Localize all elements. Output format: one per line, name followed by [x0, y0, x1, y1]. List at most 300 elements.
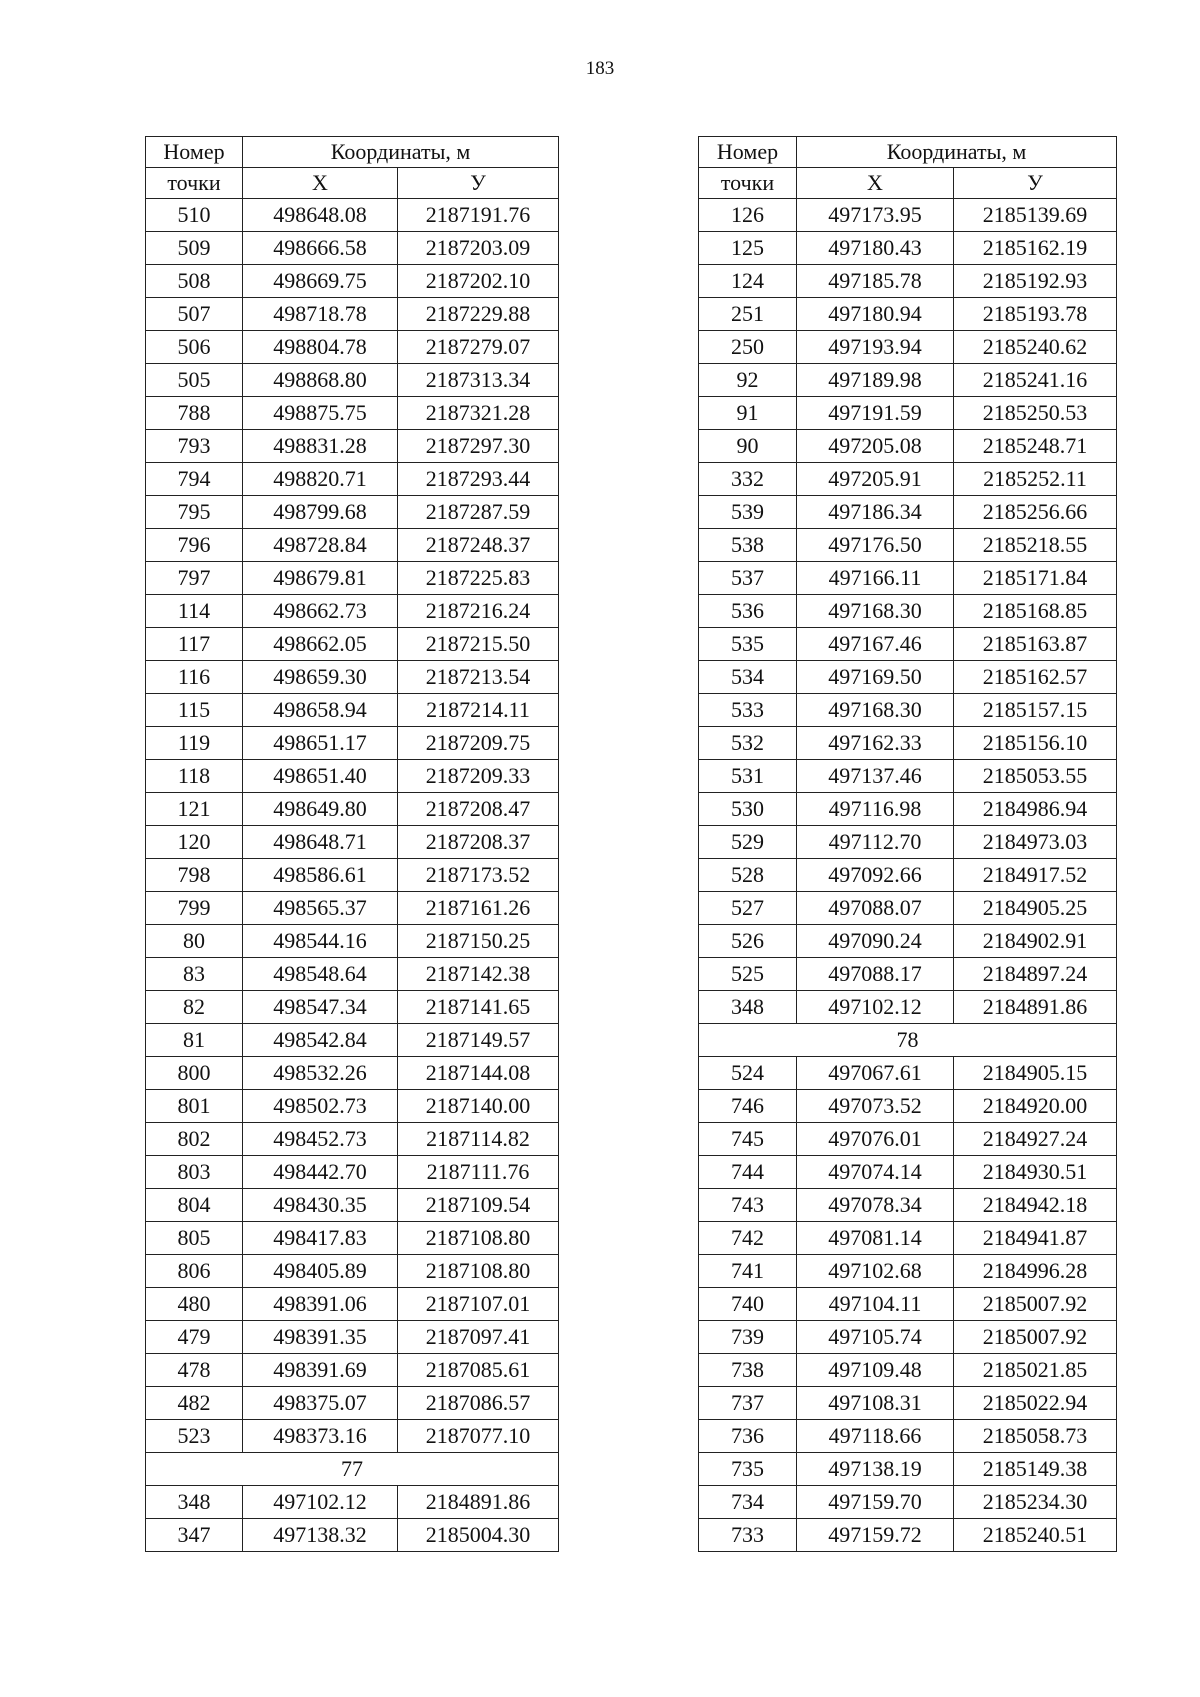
table-row — [699, 628, 1117, 661]
x-coordinate-cell: 498391.06 — [243, 1288, 398, 1321]
point-number-cell: 794 — [146, 463, 243, 496]
point-number-cell: 798 — [146, 859, 243, 892]
point-number-cell: 480 — [146, 1288, 243, 1321]
point-number-cell: 733 — [699, 1519, 797, 1552]
table-row — [146, 1024, 559, 1057]
point-number-cell: 348 — [146, 1486, 243, 1519]
y-coordinate-cell: 2187114.82 — [398, 1123, 559, 1156]
point-number-cell: 91 — [699, 397, 797, 430]
table-row — [146, 760, 559, 793]
y-coordinate-cell: 2184897.24 — [954, 958, 1117, 991]
x-column-header: Х — [243, 168, 398, 199]
y-coordinate-cell: 2185163.87 — [954, 628, 1117, 661]
point-number-cell: 537 — [699, 562, 797, 595]
point-number-cell: 524 — [699, 1057, 797, 1090]
x-coordinate-cell: 498442.70 — [243, 1156, 398, 1189]
point-number-cell: 120 — [146, 826, 243, 859]
table-row — [699, 1090, 1117, 1123]
y-coordinate-cell: 2184920.00 — [954, 1090, 1117, 1123]
table-row — [699, 1156, 1117, 1189]
x-coordinate-cell: 497189.98 — [797, 364, 954, 397]
y-coordinate-cell: 2187293.44 — [398, 463, 559, 496]
point-number-cell: 802 — [146, 1123, 243, 1156]
point-number-cell: 83 — [146, 958, 243, 991]
y-coordinate-cell: 2185022.94 — [954, 1387, 1117, 1420]
x-coordinate-cell: 498544.16 — [243, 925, 398, 958]
y-coordinate-cell: 2187214.11 — [398, 694, 559, 727]
point-number-header: Номер — [146, 137, 243, 168]
table-left-body — [146, 137, 559, 1552]
x-coordinate-cell: 498391.69 — [243, 1354, 398, 1387]
table-row — [146, 1519, 559, 1552]
table-row — [146, 232, 559, 265]
y-coordinate-cell: 2187077.10 — [398, 1420, 559, 1453]
y-coordinate-cell: 2187216.24 — [398, 595, 559, 628]
x-coordinate-cell: 497185.78 — [797, 265, 954, 298]
y-coordinate-cell: 2187225.83 — [398, 562, 559, 595]
point-number-cell: 800 — [146, 1057, 243, 1090]
x-coordinate-cell: 497180.94 — [797, 298, 954, 331]
y-coordinate-cell: 2185218.55 — [954, 529, 1117, 562]
y-coordinate-cell: 2187097.41 — [398, 1321, 559, 1354]
x-coordinate-cell: 497090.24 — [797, 925, 954, 958]
y-coordinate-cell: 2187321.28 — [398, 397, 559, 430]
y-coordinate-cell: 2185004.30 — [398, 1519, 559, 1552]
table-row — [699, 859, 1117, 892]
table-row — [699, 496, 1117, 529]
point-number-cell: 803 — [146, 1156, 243, 1189]
section-number: 77 — [146, 1453, 559, 1486]
table-row — [699, 958, 1117, 991]
section-row — [699, 1024, 1117, 1057]
x-coordinate-cell: 497105.74 — [797, 1321, 954, 1354]
table-row — [146, 1156, 559, 1189]
y-coordinate-cell: 2184930.51 — [954, 1156, 1117, 1189]
point-number-cell: 740 — [699, 1288, 797, 1321]
point-number-cell: 533 — [699, 694, 797, 727]
table-row — [146, 496, 559, 529]
y-coordinate-cell: 2184996.28 — [954, 1255, 1117, 1288]
y-coordinate-cell: 2187313.34 — [398, 364, 559, 397]
x-coordinate-cell: 498728.84 — [243, 529, 398, 562]
point-number-cell: 742 — [699, 1222, 797, 1255]
y-coordinate-cell: 2185139.69 — [954, 199, 1117, 232]
table-row — [146, 694, 559, 727]
table-row — [146, 1288, 559, 1321]
x-coordinate-cell: 498662.05 — [243, 628, 398, 661]
table-row — [699, 925, 1117, 958]
x-coordinate-cell: 498651.17 — [243, 727, 398, 760]
x-coordinate-cell: 498669.75 — [243, 265, 398, 298]
y-coordinate-cell: 2185157.15 — [954, 694, 1117, 727]
y-coordinate-cell: 2187149.57 — [398, 1024, 559, 1057]
y-coordinate-cell: 2187141.65 — [398, 991, 559, 1024]
x-coordinate-cell: 498651.40 — [243, 760, 398, 793]
point-number-cell: 796 — [146, 529, 243, 562]
y-coordinate-cell: 2187161.26 — [398, 892, 559, 925]
point-number-cell: 121 — [146, 793, 243, 826]
point-number-cell: 738 — [699, 1354, 797, 1387]
x-coordinate-cell: 498666.58 — [243, 232, 398, 265]
table-row — [146, 430, 559, 463]
table-row — [146, 463, 559, 496]
point-number-cell: 126 — [699, 199, 797, 232]
x-column-header: Х — [797, 168, 954, 199]
y-coordinate-cell: 2184905.15 — [954, 1057, 1117, 1090]
table-row — [699, 232, 1117, 265]
table-row — [146, 727, 559, 760]
x-coordinate-cell: 497073.52 — [797, 1090, 954, 1123]
section-number: 78 — [699, 1024, 1117, 1057]
x-coordinate-cell: 497088.07 — [797, 892, 954, 925]
point-number-cell: 745 — [699, 1123, 797, 1156]
table-row — [699, 1288, 1117, 1321]
x-coordinate-cell: 497162.33 — [797, 727, 954, 760]
point-number-cell: 804 — [146, 1189, 243, 1222]
table-row — [699, 199, 1117, 232]
x-coordinate-cell: 497078.34 — [797, 1189, 954, 1222]
x-coordinate-cell: 497176.50 — [797, 529, 954, 562]
x-coordinate-cell: 497138.32 — [243, 1519, 398, 1552]
table-row — [699, 265, 1117, 298]
table-row — [699, 1387, 1117, 1420]
y-coordinate-cell: 2184927.24 — [954, 1123, 1117, 1156]
x-coordinate-cell: 498373.16 — [243, 1420, 398, 1453]
table-row — [699, 331, 1117, 364]
table-row — [146, 1255, 559, 1288]
y-coordinate-cell: 2187140.00 — [398, 1090, 559, 1123]
y-coordinate-cell: 2184973.03 — [954, 826, 1117, 859]
table-row — [146, 1057, 559, 1090]
y-coordinate-cell: 2185156.10 — [954, 727, 1117, 760]
point-number-cell: 788 — [146, 397, 243, 430]
table-row — [146, 661, 559, 694]
table-row — [699, 892, 1117, 925]
x-coordinate-cell: 498417.83 — [243, 1222, 398, 1255]
point-number-cell: 795 — [146, 496, 243, 529]
point-number-cell: 90 — [699, 430, 797, 463]
x-coordinate-cell: 498662.73 — [243, 595, 398, 628]
table-row — [699, 1189, 1117, 1222]
y-coordinate-cell: 2187150.25 — [398, 925, 559, 958]
x-coordinate-cell: 498391.35 — [243, 1321, 398, 1354]
y-column-header: У — [398, 168, 559, 199]
point-number-cell: 119 — [146, 727, 243, 760]
table-row — [146, 1486, 559, 1519]
y-coordinate-cell: 2185168.85 — [954, 595, 1117, 628]
y-coordinate-cell: 2185053.55 — [954, 760, 1117, 793]
x-coordinate-cell: 497102.12 — [797, 991, 954, 1024]
x-coordinate-cell: 498542.84 — [243, 1024, 398, 1057]
table-header-row — [699, 137, 1117, 168]
point-number-cell: 482 — [146, 1387, 243, 1420]
table-row — [699, 991, 1117, 1024]
table-row — [146, 1123, 559, 1156]
point-number-subheader: точки — [146, 168, 243, 199]
x-coordinate-cell: 498868.80 — [243, 364, 398, 397]
x-coordinate-cell: 497104.11 — [797, 1288, 954, 1321]
table-row — [699, 727, 1117, 760]
table-row — [146, 1090, 559, 1123]
point-number-cell: 116 — [146, 661, 243, 694]
y-coordinate-cell: 2185171.84 — [954, 562, 1117, 595]
y-coordinate-cell: 2185252.11 — [954, 463, 1117, 496]
y-coordinate-cell: 2184942.18 — [954, 1189, 1117, 1222]
point-number-cell: 80 — [146, 925, 243, 958]
table-row — [146, 364, 559, 397]
x-coordinate-cell: 498405.89 — [243, 1255, 398, 1288]
table-header-row — [146, 137, 559, 168]
point-number-header: Номер — [699, 137, 797, 168]
y-coordinate-cell: 2185193.78 — [954, 298, 1117, 331]
table-right-body — [699, 137, 1117, 1552]
point-number-cell: 479 — [146, 1321, 243, 1354]
point-number-cell: 82 — [146, 991, 243, 1024]
point-number-cell: 736 — [699, 1420, 797, 1453]
table-row — [146, 298, 559, 331]
y-coordinate-cell: 2187085.61 — [398, 1354, 559, 1387]
y-coordinate-cell: 2187108.80 — [398, 1222, 559, 1255]
point-number-cell: 743 — [699, 1189, 797, 1222]
y-coordinate-cell: 2187229.88 — [398, 298, 559, 331]
point-number-cell: 510 — [146, 199, 243, 232]
y-coordinate-cell: 2185241.16 — [954, 364, 1117, 397]
point-number-cell: 508 — [146, 265, 243, 298]
y-coordinate-cell: 2185162.19 — [954, 232, 1117, 265]
y-coordinate-cell: 2187208.37 — [398, 826, 559, 859]
point-number-cell: 806 — [146, 1255, 243, 1288]
y-coordinate-cell: 2184891.86 — [398, 1486, 559, 1519]
section-row — [146, 1453, 559, 1486]
point-number-cell: 739 — [699, 1321, 797, 1354]
x-coordinate-cell: 497173.95 — [797, 199, 954, 232]
point-number-cell: 114 — [146, 595, 243, 628]
x-coordinate-cell: 497108.31 — [797, 1387, 954, 1420]
y-coordinate-cell: 2187107.01 — [398, 1288, 559, 1321]
x-coordinate-cell: 497168.30 — [797, 595, 954, 628]
coordinates-header: Координаты, м — [243, 137, 559, 168]
x-coordinate-cell: 497166.11 — [797, 562, 954, 595]
table-row — [146, 1387, 559, 1420]
y-coordinate-cell: 2187297.30 — [398, 430, 559, 463]
table-row — [146, 562, 559, 595]
table-row — [146, 793, 559, 826]
point-number-cell: 797 — [146, 562, 243, 595]
point-number-cell: 793 — [146, 430, 243, 463]
table-row — [699, 364, 1117, 397]
page-number: 183 — [585, 58, 615, 79]
table-row — [699, 1354, 1117, 1387]
y-coordinate-cell: 2187173.52 — [398, 859, 559, 892]
x-coordinate-cell: 497074.14 — [797, 1156, 954, 1189]
point-number-cell: 347 — [146, 1519, 243, 1552]
point-number-cell: 117 — [146, 628, 243, 661]
point-number-cell: 529 — [699, 826, 797, 859]
point-number-cell: 744 — [699, 1156, 797, 1189]
table-row — [146, 826, 559, 859]
y-coordinate-cell: 2185240.62 — [954, 331, 1117, 364]
table-row — [699, 1321, 1117, 1354]
coordinates-table-right — [698, 136, 1117, 1552]
point-number-cell: 741 — [699, 1255, 797, 1288]
y-column-header: У — [954, 168, 1117, 199]
point-number-cell: 530 — [699, 793, 797, 826]
table-row — [699, 397, 1117, 430]
table-row — [146, 1321, 559, 1354]
point-number-cell: 527 — [699, 892, 797, 925]
x-coordinate-cell: 497169.50 — [797, 661, 954, 694]
x-coordinate-cell: 498799.68 — [243, 496, 398, 529]
x-coordinate-cell: 498648.71 — [243, 826, 398, 859]
table-row — [146, 925, 559, 958]
table-row — [699, 562, 1117, 595]
point-number-cell: 532 — [699, 727, 797, 760]
y-coordinate-cell: 2185192.93 — [954, 265, 1117, 298]
x-coordinate-cell: 497167.46 — [797, 628, 954, 661]
x-coordinate-cell: 498679.81 — [243, 562, 398, 595]
x-coordinate-cell: 498502.73 — [243, 1090, 398, 1123]
table-row — [699, 1519, 1117, 1552]
y-coordinate-cell: 2185248.71 — [954, 430, 1117, 463]
point-number-cell: 348 — [699, 991, 797, 1024]
point-number-cell: 124 — [699, 265, 797, 298]
y-coordinate-cell: 2184905.25 — [954, 892, 1117, 925]
point-number-cell: 507 — [146, 298, 243, 331]
x-coordinate-cell: 497092.66 — [797, 859, 954, 892]
x-coordinate-cell: 497116.98 — [797, 793, 954, 826]
table-row — [146, 529, 559, 562]
y-coordinate-cell: 2185234.30 — [954, 1486, 1117, 1519]
point-number-cell: 81 — [146, 1024, 243, 1057]
point-number-cell: 539 — [699, 496, 797, 529]
table-row — [699, 1255, 1117, 1288]
point-number-cell: 734 — [699, 1486, 797, 1519]
point-number-cell: 538 — [699, 529, 797, 562]
y-coordinate-cell: 2185250.53 — [954, 397, 1117, 430]
y-coordinate-cell: 2184917.52 — [954, 859, 1117, 892]
point-number-subheader: точки — [699, 168, 797, 199]
x-coordinate-cell: 498375.07 — [243, 1387, 398, 1420]
x-coordinate-cell: 498659.30 — [243, 661, 398, 694]
x-coordinate-cell: 497191.59 — [797, 397, 954, 430]
table-subheader-row — [146, 168, 559, 199]
x-coordinate-cell: 497159.72 — [797, 1519, 954, 1552]
point-number-cell: 250 — [699, 331, 797, 364]
point-number-cell: 118 — [146, 760, 243, 793]
y-coordinate-cell: 2187208.47 — [398, 793, 559, 826]
x-coordinate-cell: 497076.01 — [797, 1123, 954, 1156]
x-coordinate-cell: 497137.46 — [797, 760, 954, 793]
point-number-cell: 805 — [146, 1222, 243, 1255]
point-number-cell: 509 — [146, 232, 243, 265]
table-row — [146, 628, 559, 661]
table-row — [699, 298, 1117, 331]
y-coordinate-cell: 2187142.38 — [398, 958, 559, 991]
table-row — [699, 1222, 1117, 1255]
y-coordinate-cell: 2185256.66 — [954, 496, 1117, 529]
x-coordinate-cell: 498831.28 — [243, 430, 398, 463]
x-coordinate-cell: 498565.37 — [243, 892, 398, 925]
y-coordinate-cell: 2187191.76 — [398, 199, 559, 232]
x-coordinate-cell: 498718.78 — [243, 298, 398, 331]
point-number-cell: 332 — [699, 463, 797, 496]
y-coordinate-cell: 2185149.38 — [954, 1453, 1117, 1486]
point-number-cell: 125 — [699, 232, 797, 265]
x-coordinate-cell: 498430.35 — [243, 1189, 398, 1222]
y-coordinate-cell: 2185240.51 — [954, 1519, 1117, 1552]
y-coordinate-cell: 2187213.54 — [398, 661, 559, 694]
point-number-cell: 478 — [146, 1354, 243, 1387]
point-number-cell: 531 — [699, 760, 797, 793]
x-coordinate-cell: 498548.64 — [243, 958, 398, 991]
point-number-cell: 801 — [146, 1090, 243, 1123]
table-row — [699, 793, 1117, 826]
y-coordinate-cell: 2187279.07 — [398, 331, 559, 364]
y-coordinate-cell: 2187144.08 — [398, 1057, 559, 1090]
table-row — [146, 1420, 559, 1453]
x-coordinate-cell: 497180.43 — [797, 232, 954, 265]
x-coordinate-cell: 497088.17 — [797, 958, 954, 991]
table-row — [699, 1486, 1117, 1519]
x-coordinate-cell: 498820.71 — [243, 463, 398, 496]
point-number-cell: 735 — [699, 1453, 797, 1486]
x-coordinate-cell: 497109.48 — [797, 1354, 954, 1387]
x-coordinate-cell: 497205.91 — [797, 463, 954, 496]
y-coordinate-cell: 2187209.33 — [398, 760, 559, 793]
table-row — [699, 661, 1117, 694]
table-subheader-row — [699, 168, 1117, 199]
table-row — [699, 1057, 1117, 1090]
x-coordinate-cell: 498452.73 — [243, 1123, 398, 1156]
coordinates-header: Координаты, м — [797, 137, 1117, 168]
y-coordinate-cell: 2187108.80 — [398, 1255, 559, 1288]
table-row — [146, 1189, 559, 1222]
point-number-cell: 737 — [699, 1387, 797, 1420]
table-row — [699, 1123, 1117, 1156]
table-row — [699, 430, 1117, 463]
y-coordinate-cell: 2184986.94 — [954, 793, 1117, 826]
y-coordinate-cell: 2187202.10 — [398, 265, 559, 298]
point-number-cell: 534 — [699, 661, 797, 694]
table-row — [146, 265, 559, 298]
x-coordinate-cell: 497118.66 — [797, 1420, 954, 1453]
x-coordinate-cell: 498648.08 — [243, 199, 398, 232]
y-coordinate-cell: 2187209.75 — [398, 727, 559, 760]
table-row — [699, 760, 1117, 793]
y-coordinate-cell: 2187086.57 — [398, 1387, 559, 1420]
x-coordinate-cell: 497102.12 — [243, 1486, 398, 1519]
table-row — [146, 958, 559, 991]
point-number-cell: 746 — [699, 1090, 797, 1123]
x-coordinate-cell: 498658.94 — [243, 694, 398, 727]
table-row — [699, 1453, 1117, 1486]
point-number-cell: 506 — [146, 331, 243, 364]
x-coordinate-cell: 497067.61 — [797, 1057, 954, 1090]
table-row — [146, 199, 559, 232]
y-coordinate-cell: 2187111.76 — [398, 1156, 559, 1189]
table-row — [146, 991, 559, 1024]
y-coordinate-cell: 2184891.86 — [954, 991, 1117, 1024]
point-number-cell: 92 — [699, 364, 797, 397]
x-coordinate-cell: 498586.61 — [243, 859, 398, 892]
y-coordinate-cell: 2185021.85 — [954, 1354, 1117, 1387]
y-coordinate-cell: 2185162.57 — [954, 661, 1117, 694]
table-row — [146, 892, 559, 925]
y-coordinate-cell: 2185007.92 — [954, 1321, 1117, 1354]
y-coordinate-cell: 2187248.37 — [398, 529, 559, 562]
table-row — [146, 331, 559, 364]
table-row — [699, 595, 1117, 628]
